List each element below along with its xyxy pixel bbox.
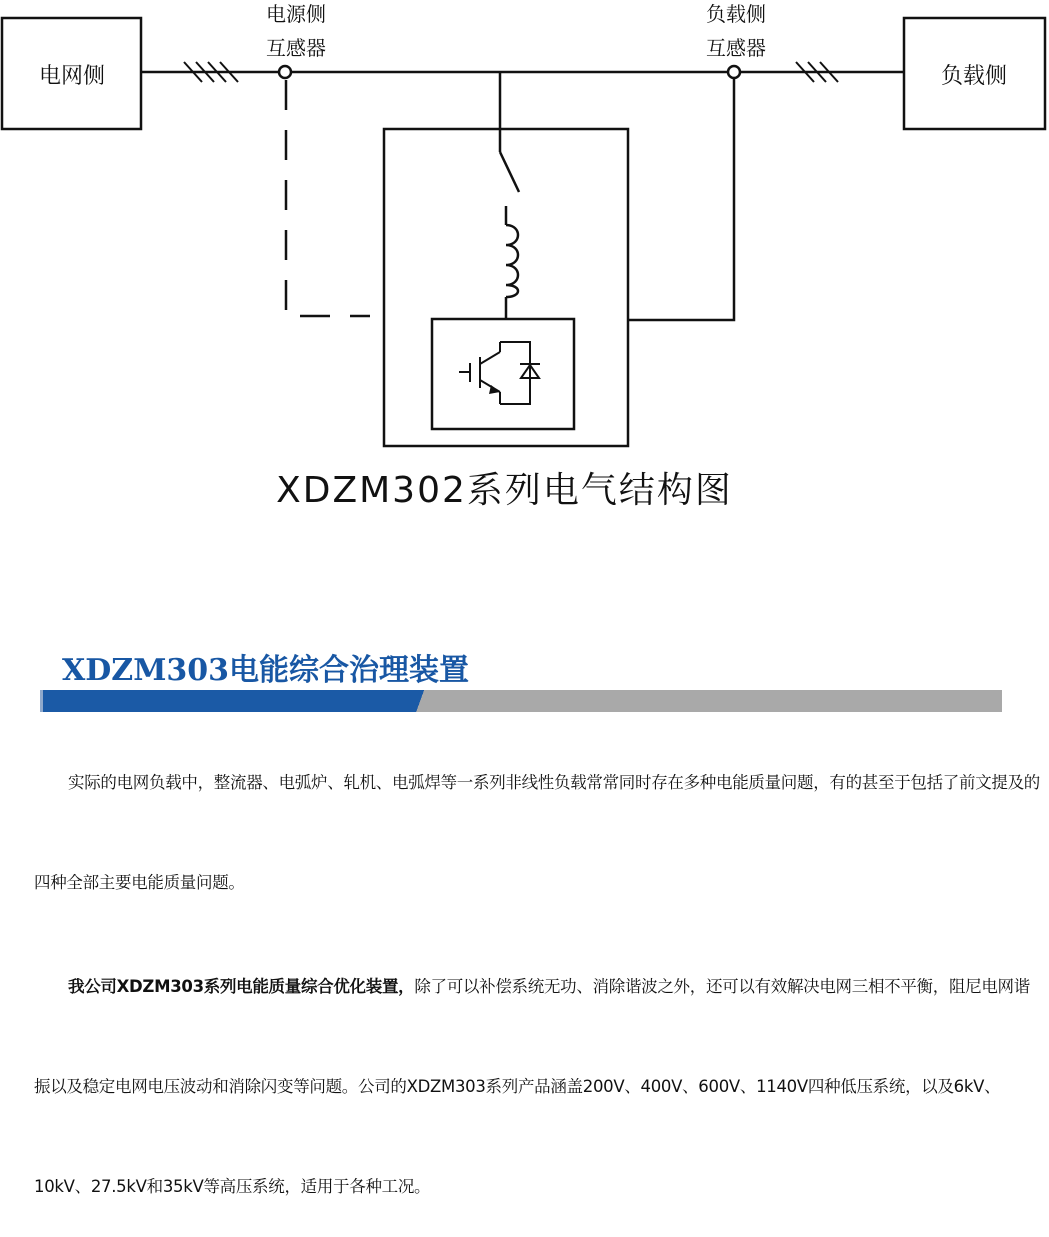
section-title: XDZM303电能综合治理装置: [62, 653, 470, 688]
electrical-structure-diagram: [0, 0, 1049, 460]
source-ct-label-line1: 电源侧: [266, 2, 326, 26]
paragraph-2: [34, 937, 1046, 1237]
load-side-ct: [627, 2, 766, 320]
paragraph-2-lead: 我公司XDZM303系列电能质量综合优化装置，: [68, 977, 415, 996]
inductor-coil: [506, 225, 518, 297]
breaker-switch: [500, 152, 519, 192]
grid-side-block: [2, 18, 141, 129]
igbt-module: [432, 319, 574, 429]
load-side-block: [904, 18, 1045, 129]
diagram-caption: XDZM302系列电气结构图: [276, 470, 733, 511]
paragraph-2-text: 除了可以补偿系统无功、消除谐波之外，还可以有效解决电网三相不平衡，阻尼电网谐振以及稳定电网电压波动和消除闪变等问题。公司的XDZM303系列产品涵盖200V、400V、600V、1140V四种低压系统，以及6kV、10kV、27.5kV和35kV等高压系统，适用于各种工况。: [34, 977, 1030, 1196]
grid-side-label: 电网侧: [38, 64, 106, 89]
title-underline-bar: [40, 690, 1002, 712]
load-ct-label-line1: 负载侧: [706, 2, 766, 26]
paragraph-1: [34, 733, 1046, 933]
paragraph-1-text: 实际的电网负载中，整流器、电弧炉、轧机、电弧焊等一系列非线性负载常常同时存在多种电能质量问题，有的甚至于包括了前文提及的四种全部主要电能质量问题。: [34, 773, 1041, 892]
source-ct-label-line2: 互感器: [266, 36, 326, 60]
device-enclosure: [384, 72, 628, 446]
igbt-icon: [459, 342, 540, 404]
load-ct-label-line2: 互感器: [706, 36, 766, 60]
load-side-label: 负载侧: [940, 64, 1008, 89]
source-side-ct: [266, 2, 370, 316]
